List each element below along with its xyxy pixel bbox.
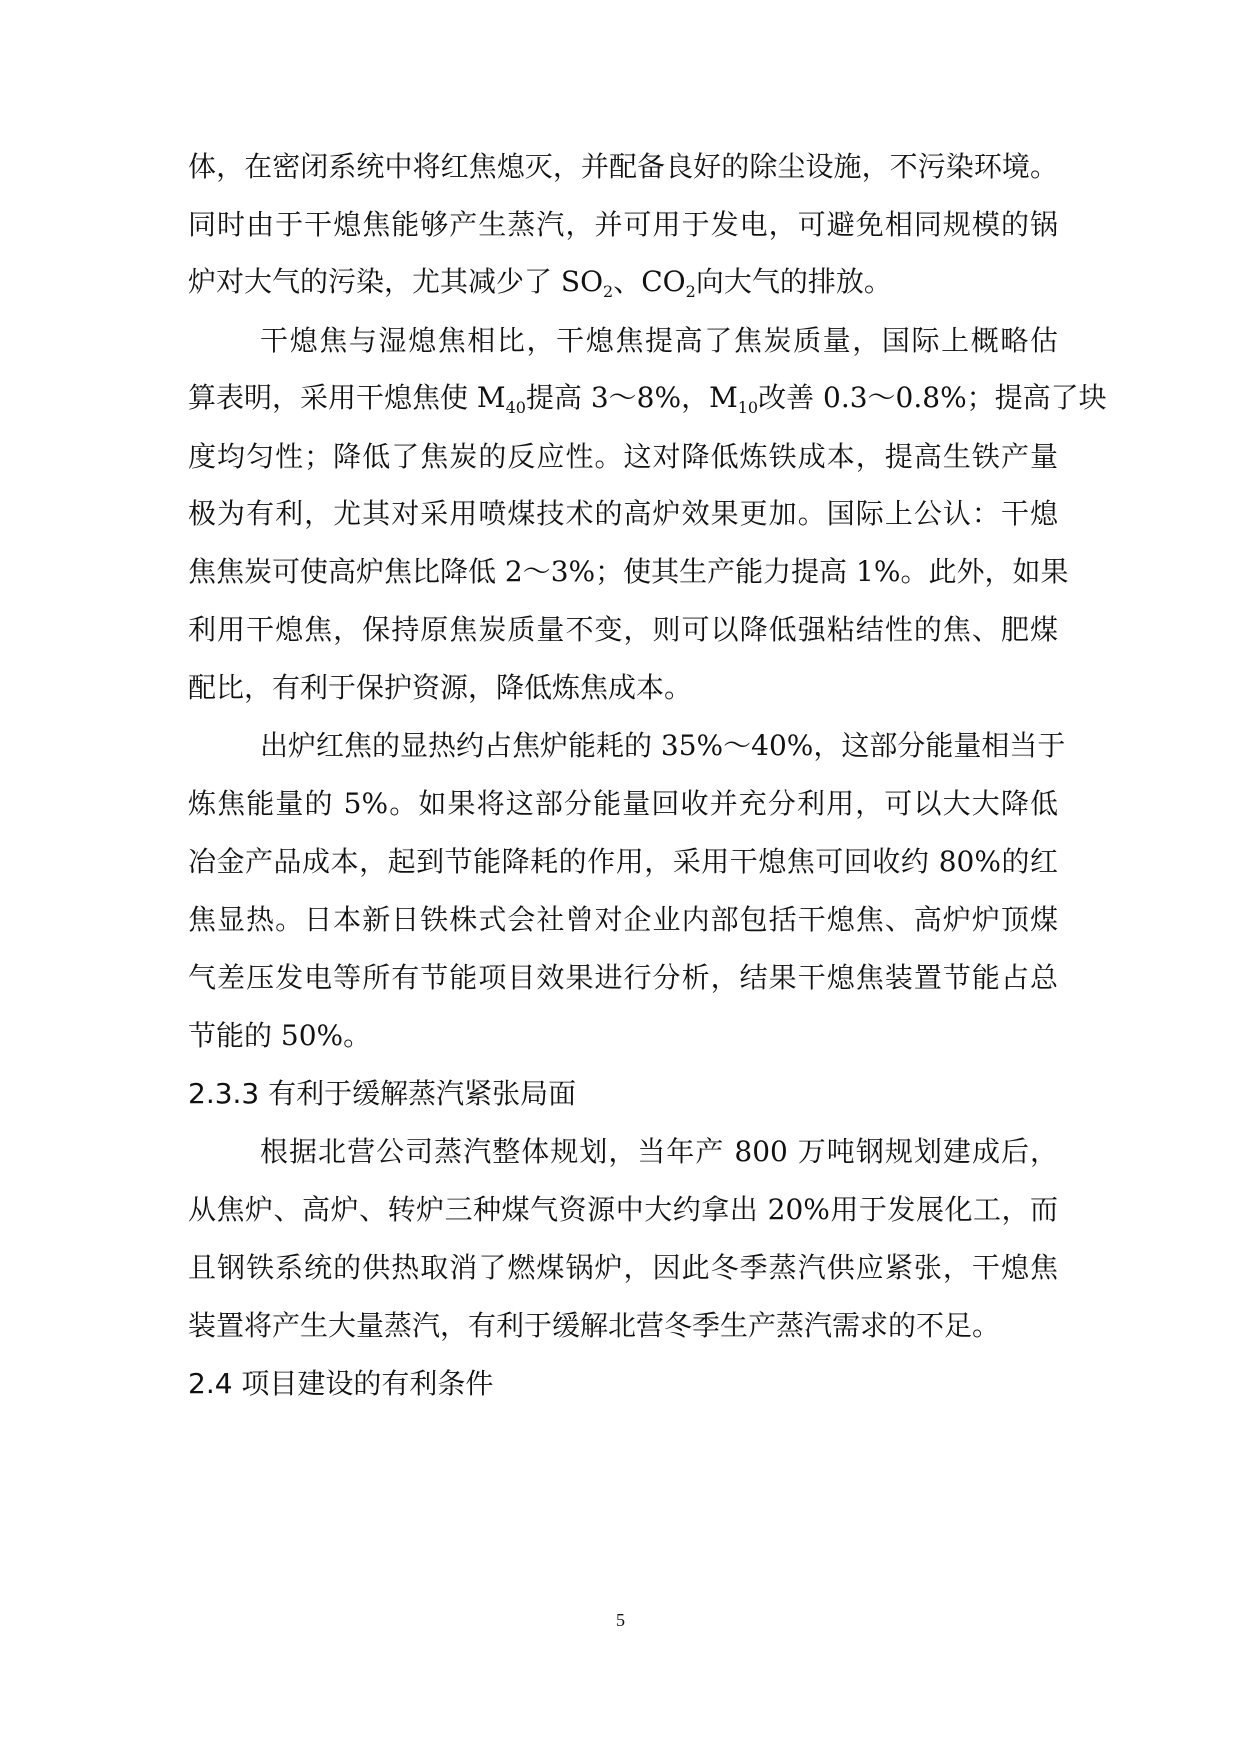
formula-so2: $SO_2$: [560, 265, 614, 301]
text-line: 焦显热。日本新日铁株式会社曾对企业内部包括干熄焦、高炉炉顶煤: [188, 903, 1058, 936]
text-line: 度均匀性；降低了焦炭的反应性。这对降低炼铁成本，提高生铁产量: [188, 440, 1058, 473]
text-line: 气差压发电等所有节能项目效果进行分析，结果干熄焦装置节能占总: [188, 961, 1058, 994]
text-span: 向大气的排放。: [695, 265, 892, 298]
text-line: 从焦炉、高炉、转炉三种煤气资源中大约拿出 20%用于发展化工，而: [188, 1193, 1058, 1226]
formula-co2: $CO_2$: [641, 265, 696, 301]
text-line: 同时由于干熄焦能够产生蒸汽，并可用于发电，可避免相同规模的锅: [188, 208, 1058, 241]
formula-m40: $M_{40}$: [476, 381, 526, 417]
text-line: 体，在密闭系统中将红焦熄灭，并配备良好的除尘设施，不污染环境。: [188, 150, 1058, 183]
formula-m10: $M_{10}$: [709, 381, 759, 417]
text-line: 节能的 50%。: [188, 1019, 372, 1052]
text-line: 配比，有利于保护资源，降低炼焦成本。: [188, 671, 693, 704]
text-line: 冶金产品成本，起到节能降耗的作用，采用干熄焦可回收约 80%的红: [188, 845, 1058, 878]
text-span: 炉对大气的污染，尤其减少了: [188, 265, 561, 298]
text-span: 算表明，采用干熄焦使: [188, 381, 477, 414]
text-span: 、: [613, 265, 642, 298]
page-number: 5: [616, 1610, 625, 1630]
text-line: 且钢铁系统的供热取消了燃煤锅炉，因此冬季蒸汽供应紧张，干熄焦: [188, 1251, 1058, 1284]
section-heading-2-3-3: 2.3.3 有利于缓解蒸汽紧张局面: [188, 1077, 577, 1110]
text-span: 改善 0.3～0.8%；提高了块: [758, 381, 1107, 414]
section-heading-2-4: 2.4 项目建设的有利条件: [188, 1367, 494, 1400]
text-line: 焦焦炭可使高炉焦比降低 2～3%；使其生产能力提高 1%。此外，如果: [188, 555, 1069, 588]
text-line: 根据北营公司蒸汽整体规划，当年产 800 万吨钢规划建成后，: [260, 1135, 1058, 1168]
text-line: [188, 262, 1058, 302]
text-line: 干熄焦与湿熄焦相比，干熄焦提高了焦炭质量，国际上概略估: [260, 324, 1058, 357]
text-line: 装置将产生大量蒸汽，有利于缓解北营冬季生产蒸汽需求的不足。: [188, 1309, 1001, 1342]
text-line: 利用干熄焦，保持原焦炭质量不变，则可以降低强粘结性的焦、肥煤: [188, 613, 1058, 646]
text-line: 炼焦能量的 5%。如果将这部分能量回收并充分利用，可以大大降低: [188, 787, 1058, 820]
text-span: 提高 3～8%，: [525, 381, 710, 414]
text-line: 出炉红焦的显热约占焦炉能耗的 35%～40%，这部分能量相当于: [260, 729, 1066, 762]
text-line: [188, 378, 1107, 418]
text-line: 极为有利，尤其对采用喷煤技术的高炉效果更加。国际上公认：干熄: [188, 497, 1058, 530]
